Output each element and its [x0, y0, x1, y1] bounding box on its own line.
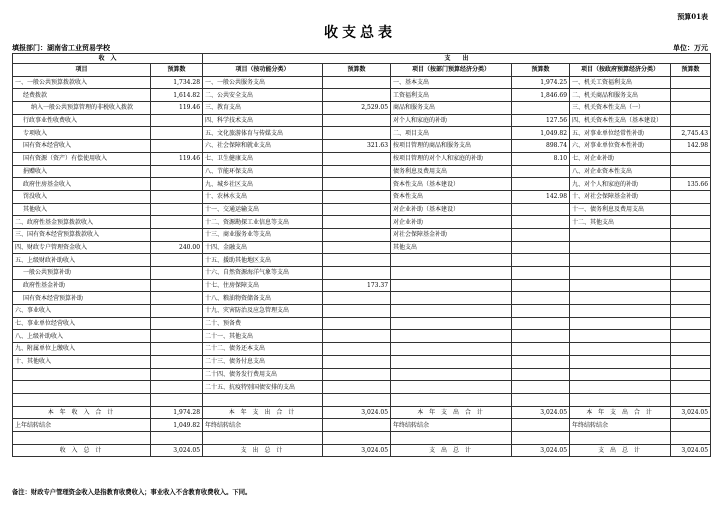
item-cell: 十一、交通运输支出 — [203, 203, 323, 216]
item-cell: 七、事业单位经营收入 — [13, 317, 151, 330]
amount-cell: 3,024.05 — [151, 444, 203, 457]
amount-cell: 1,614.82 — [151, 89, 203, 102]
amount-cell — [671, 305, 711, 318]
item-cell — [570, 317, 671, 330]
amount-cell — [323, 228, 391, 241]
amount-cell — [671, 419, 711, 432]
item-cell: 一般公共预算补助 — [13, 267, 151, 280]
item-cell: 十五、援助其他地区支出 — [203, 254, 323, 267]
column-header-item: 项目（按政府预算经济分类） — [570, 64, 671, 77]
item-cell: 二、机关商品和服务支出 — [570, 89, 671, 102]
item-cell — [391, 431, 512, 444]
item-cell: 国有资本经营收入 — [13, 140, 151, 153]
amount-cell — [323, 368, 391, 381]
item-cell: 三、机关资本性支出（一） — [570, 102, 671, 115]
amount-cell — [671, 330, 711, 343]
amount-cell — [671, 292, 711, 305]
amount-cell — [323, 127, 391, 140]
item-cell — [391, 368, 512, 381]
table-row — [13, 203, 711, 216]
amount-cell: 1,734.28 — [151, 76, 203, 89]
amount-cell — [512, 102, 570, 115]
table-row — [13, 127, 711, 140]
amount-cell — [151, 190, 203, 203]
amount-cell: 240.00 — [151, 241, 203, 254]
amount-cell — [671, 355, 711, 368]
item-cell: 五、对事业单位经常性补助 — [570, 127, 671, 140]
amount-cell — [151, 127, 203, 140]
amount-cell: 119.46 — [151, 102, 203, 115]
amount-cell — [512, 279, 570, 292]
item-cell: 八、节能环保支出 — [203, 165, 323, 178]
amount-cell — [671, 393, 711, 406]
amount-cell: 3,024.05 — [671, 406, 711, 419]
item-cell: 六、事业收入 — [13, 305, 151, 318]
item-cell: 罚没收入 — [13, 190, 151, 203]
amount-cell: 1,049.82 — [151, 419, 203, 432]
amount-cell — [323, 89, 391, 102]
amount-cell — [323, 76, 391, 89]
amount-cell: 127.56 — [512, 114, 570, 127]
amount-cell — [151, 140, 203, 153]
amount-cell — [151, 203, 203, 216]
item-cell: 二十五、抗疫特别国债安排的支出 — [203, 381, 323, 394]
table-body — [13, 76, 711, 457]
amount-cell — [512, 330, 570, 343]
amount-cell — [512, 267, 570, 280]
item-cell: 年终结转结余 — [203, 419, 323, 432]
amount-cell: 142.98 — [512, 190, 570, 203]
item-cell: 收 入 总 计 — [13, 444, 151, 457]
item-cell: 一、机关工资福利支出 — [570, 76, 671, 89]
item-cell: 年终结转结余 — [570, 419, 671, 432]
amount-cell — [512, 228, 570, 241]
table-row — [13, 406, 711, 419]
table-row — [13, 241, 711, 254]
amount-cell — [323, 317, 391, 330]
item-cell: 九、附属单位上缴收入 — [13, 343, 151, 356]
column-header-amount: 预算数 — [512, 64, 570, 77]
amount-cell — [671, 152, 711, 165]
item-cell: 十二、其他支出 — [570, 216, 671, 229]
item-cell: 四、科学技术支出 — [203, 114, 323, 127]
amount-cell — [323, 393, 391, 406]
amount-cell — [512, 241, 570, 254]
amount-cell — [671, 368, 711, 381]
item-cell — [13, 431, 151, 444]
item-cell: 九、对个人和家庭的补助 — [570, 178, 671, 191]
amount-cell — [512, 343, 570, 356]
amount-cell — [151, 305, 203, 318]
amount-cell — [512, 419, 570, 432]
item-cell: 政府性基金补助 — [13, 279, 151, 292]
amount-cell — [671, 279, 711, 292]
amount-cell — [323, 305, 391, 318]
amount-cell — [671, 114, 711, 127]
amount-cell: 1,974.25 — [512, 76, 570, 89]
table-code: 预算01表 — [677, 12, 708, 21]
item-cell: 七、卫生健康支出 — [203, 152, 323, 165]
amount-cell — [151, 292, 203, 305]
amount-cell — [323, 381, 391, 394]
table-row — [13, 393, 711, 406]
item-cell: 对企业补助 — [391, 216, 512, 229]
amount-cell — [512, 254, 570, 267]
table-row — [13, 305, 711, 318]
amount-cell: 119.46 — [151, 152, 203, 165]
item-cell: 国有资源（资产）有偿使用收入 — [13, 152, 151, 165]
table-row — [13, 76, 711, 89]
footnote: 备注：财政专户管理资金收入是指教育收费收入；事业收入不含教育收费收入。下同。 — [12, 489, 252, 496]
amount-cell — [323, 178, 391, 191]
amount-cell — [323, 203, 391, 216]
column-header-item: 项目（按部门预算经济分类） — [391, 64, 512, 77]
amount-cell — [512, 381, 570, 394]
item-cell: 对社会保障基金补助 — [391, 228, 512, 241]
table-row — [13, 89, 711, 102]
item-cell: 本 年 支 出 合 计 — [203, 406, 323, 419]
table-row — [13, 419, 711, 432]
item-cell — [570, 355, 671, 368]
item-cell — [13, 393, 151, 406]
item-cell: 三、国有资本经营预算拨款收入 — [13, 228, 151, 241]
item-cell: 国有资本经营预算补助 — [13, 292, 151, 305]
amount-cell — [671, 431, 711, 444]
amount-cell — [512, 216, 570, 229]
item-cell: 其他收入 — [13, 203, 151, 216]
item-cell: 本 年 收 入 合 计 — [13, 406, 151, 419]
item-cell: 工资福利支出 — [391, 89, 512, 102]
item-cell — [391, 292, 512, 305]
amount-cell — [323, 114, 391, 127]
table-row — [13, 381, 711, 394]
item-cell: 专项收入 — [13, 127, 151, 140]
item-cell: 一、基本支出 — [391, 76, 512, 89]
amount-cell — [512, 203, 570, 216]
item-cell: 上年结转结余 — [13, 419, 151, 432]
table-row — [13, 165, 711, 178]
page-title: 收支总表 — [324, 25, 396, 41]
item-cell: 资本性支出 — [391, 190, 512, 203]
amount-cell — [323, 267, 391, 280]
item-cell: 六、对事业单位资本性补助 — [570, 140, 671, 153]
item-cell: 二十一、其他支出 — [203, 330, 323, 343]
column-header-amount: 预算数 — [323, 64, 391, 77]
amount-cell — [323, 343, 391, 356]
amount-cell — [512, 431, 570, 444]
amount-cell: 3,024.05 — [323, 406, 391, 419]
income-group-header: 收 入 — [13, 54, 203, 64]
item-cell: 对企业补助（基本建设） — [391, 203, 512, 216]
amount-cell: 2,529.05 — [323, 102, 391, 115]
table-row — [13, 152, 711, 165]
amount-cell — [671, 317, 711, 330]
amount-cell — [323, 292, 391, 305]
amount-cell — [323, 241, 391, 254]
item-cell: 二十二、债务还本支出 — [203, 343, 323, 356]
item-cell: 十、农林水支出 — [203, 190, 323, 203]
item-cell: 七、对企业补助 — [570, 152, 671, 165]
table-row — [13, 444, 711, 457]
item-cell — [570, 381, 671, 394]
expense-group-header: 支 出 — [203, 54, 711, 64]
item-cell: 五、上级财政补助收入 — [13, 254, 151, 267]
amount-cell — [323, 330, 391, 343]
amount-cell — [323, 254, 391, 267]
item-cell — [391, 267, 512, 280]
budget-summary-table — [12, 53, 711, 457]
item-cell: 按项目管理的商品和服务支出 — [391, 140, 512, 153]
amount-cell — [151, 178, 203, 191]
column-header-amount: 预算数 — [151, 64, 203, 77]
amount-cell — [151, 317, 203, 330]
item-cell — [570, 431, 671, 444]
table-row — [13, 368, 711, 381]
table-row — [13, 178, 711, 191]
amount-cell: 135.66 — [671, 178, 711, 191]
amount-cell — [671, 203, 711, 216]
table-row — [13, 431, 711, 444]
item-cell: 本 年 支 出 合 计 — [391, 406, 512, 419]
item-cell: 一、一般公共服务支出 — [203, 76, 323, 89]
amount-cell: 3,024.05 — [671, 444, 711, 457]
item-cell — [391, 317, 512, 330]
item-cell — [391, 305, 512, 318]
column-header-row — [13, 64, 711, 77]
item-cell: 支 出 总 计 — [391, 444, 512, 457]
item-cell — [570, 393, 671, 406]
item-cell — [570, 305, 671, 318]
amount-cell — [151, 368, 203, 381]
group-header-row — [13, 54, 711, 64]
amount-cell — [671, 190, 711, 203]
item-cell: 二、公共安全支出 — [203, 89, 323, 102]
amount-cell — [671, 102, 711, 115]
amount-cell — [671, 76, 711, 89]
amount-cell — [671, 89, 711, 102]
item-cell: 四、机关资本性支出（基本建设） — [570, 114, 671, 127]
amount-cell — [151, 254, 203, 267]
item-cell — [570, 330, 671, 343]
unit-label: 单位：万元 — [673, 43, 708, 52]
amount-cell — [151, 165, 203, 178]
item-cell: 商品和服务支出 — [391, 102, 512, 115]
item-cell — [570, 368, 671, 381]
item-cell: 十九、灾害防治及应急管理支出 — [203, 305, 323, 318]
item-cell: 支 出 总 计 — [203, 444, 323, 457]
item-cell — [391, 279, 512, 292]
item-cell: 二十四、债务发行费用支出 — [203, 368, 323, 381]
item-cell: 债务利息及费用支出 — [391, 165, 512, 178]
item-cell: 经费拨款 — [13, 89, 151, 102]
amount-cell — [671, 228, 711, 241]
amount-cell — [671, 241, 711, 254]
item-cell: 六、社会保障和就业支出 — [203, 140, 323, 153]
amount-cell — [151, 228, 203, 241]
item-cell — [570, 292, 671, 305]
amount-cell: 1,974.28 — [151, 406, 203, 419]
amount-cell — [151, 381, 203, 394]
item-cell — [391, 355, 512, 368]
table-row — [13, 190, 711, 203]
table-row — [13, 330, 711, 343]
amount-cell — [323, 152, 391, 165]
item-cell: 二、项目支出 — [391, 127, 512, 140]
item-cell: 二十三、债务付息支出 — [203, 355, 323, 368]
column-header-item: 项目 — [13, 64, 151, 77]
amount-cell — [512, 355, 570, 368]
item-cell: 十七、住房保障支出 — [203, 279, 323, 292]
item-cell — [13, 381, 151, 394]
item-cell: 五、文化旅游体育与传媒支出 — [203, 127, 323, 140]
table-row — [13, 254, 711, 267]
amount-cell — [323, 355, 391, 368]
amount-cell — [151, 330, 203, 343]
item-cell — [13, 368, 151, 381]
item-cell: 十四、金融支出 — [203, 241, 323, 254]
amount-cell — [512, 317, 570, 330]
item-cell: 八、对企业资本性支出 — [570, 165, 671, 178]
table-row — [13, 355, 711, 368]
amount-cell: 142.98 — [671, 140, 711, 153]
amount-cell — [151, 343, 203, 356]
item-cell: 十六、自然资源海洋气象等支出 — [203, 267, 323, 280]
item-cell: 行政事业性收费收入 — [13, 114, 151, 127]
item-cell: 政府住房基金收入 — [13, 178, 151, 191]
item-cell — [203, 431, 323, 444]
amount-cell — [671, 216, 711, 229]
amount-cell — [323, 431, 391, 444]
item-cell — [570, 279, 671, 292]
amount-cell — [323, 419, 391, 432]
amount-cell — [151, 267, 203, 280]
item-cell — [391, 393, 512, 406]
item-cell — [570, 228, 671, 241]
table-row — [13, 267, 711, 280]
item-cell: 其他支出 — [391, 241, 512, 254]
amount-cell: 3,024.05 — [323, 444, 391, 457]
table-row — [13, 102, 711, 115]
table-row — [13, 228, 711, 241]
item-cell: 十三、商业服务业等支出 — [203, 228, 323, 241]
amount-cell — [512, 393, 570, 406]
item-cell: 本 年 支 出 合 计 — [570, 406, 671, 419]
item-cell — [203, 393, 323, 406]
amount-cell — [151, 216, 203, 229]
amount-cell — [151, 431, 203, 444]
table-row — [13, 216, 711, 229]
amount-cell — [323, 165, 391, 178]
amount-cell — [512, 305, 570, 318]
amount-cell — [323, 190, 391, 203]
item-cell: 四、财政专户管理资金收入 — [13, 241, 151, 254]
amount-cell — [151, 393, 203, 406]
item-cell: 纳入一般公共预算管理的非税收入拨款 — [13, 102, 151, 115]
item-cell — [391, 381, 512, 394]
amount-cell: 1,846.69 — [512, 89, 570, 102]
table-row — [13, 279, 711, 292]
item-cell: 一、一般公共预算拨款收入 — [13, 76, 151, 89]
item-cell: 年终结转结余 — [391, 419, 512, 432]
item-cell: 十八、粮油物资储备支出 — [203, 292, 323, 305]
table-row — [13, 317, 711, 330]
item-cell: 十、其他收入 — [13, 355, 151, 368]
amount-cell: 321.63 — [323, 140, 391, 153]
item-cell — [570, 267, 671, 280]
column-header-item: 项目（按功能分类） — [203, 64, 323, 77]
table-row — [13, 343, 711, 356]
amount-cell: 3,024.05 — [512, 444, 570, 457]
item-cell: 十一、债务利息及费用支出 — [570, 203, 671, 216]
item-cell: 二、政府性基金预算拨款收入 — [13, 216, 151, 229]
item-cell — [570, 343, 671, 356]
item-cell: 资本性支出（基本建设） — [391, 178, 512, 191]
item-cell: 二十、预备费 — [203, 317, 323, 330]
amount-cell: 3,024.05 — [512, 406, 570, 419]
amount-cell — [512, 165, 570, 178]
amount-cell: 173.37 — [323, 279, 391, 292]
item-cell: 八、上级补助收入 — [13, 330, 151, 343]
amount-cell: 1,049.82 — [512, 127, 570, 140]
column-header-amount: 预算数 — [671, 64, 711, 77]
amount-cell: 8.10 — [512, 152, 570, 165]
amount-cell — [512, 368, 570, 381]
amount-cell — [671, 254, 711, 267]
item-cell — [391, 330, 512, 343]
item-cell: 十二、资源勘探工业信息等支出 — [203, 216, 323, 229]
amount-cell: 898.74 — [512, 140, 570, 153]
amount-cell — [512, 178, 570, 191]
item-cell: 捐赠收入 — [13, 165, 151, 178]
amount-cell — [512, 292, 570, 305]
table-row — [13, 140, 711, 153]
item-cell: 三、教育支出 — [203, 102, 323, 115]
reporting-department: 填报部门：湖南省工业贸易学校 — [12, 43, 110, 52]
item-cell: 十、对社会保障基金补助 — [570, 190, 671, 203]
item-cell: 九、城乡社区支出 — [203, 178, 323, 191]
amount-cell: 2,745.43 — [671, 127, 711, 140]
table-row — [13, 114, 711, 127]
item-cell — [391, 343, 512, 356]
item-cell — [391, 254, 512, 267]
item-cell: 支 出 总 计 — [570, 444, 671, 457]
amount-cell — [671, 381, 711, 394]
table-row — [13, 292, 711, 305]
amount-cell — [671, 267, 711, 280]
item-cell: 对个人和家庭的补助 — [391, 114, 512, 127]
item-cell — [570, 241, 671, 254]
amount-cell — [151, 355, 203, 368]
amount-cell — [671, 165, 711, 178]
item-cell — [570, 254, 671, 267]
amount-cell — [151, 114, 203, 127]
amount-cell — [323, 216, 391, 229]
amount-cell — [151, 279, 203, 292]
item-cell: 按项目管理的对个人和家庭的补助 — [391, 152, 512, 165]
amount-cell — [671, 343, 711, 356]
